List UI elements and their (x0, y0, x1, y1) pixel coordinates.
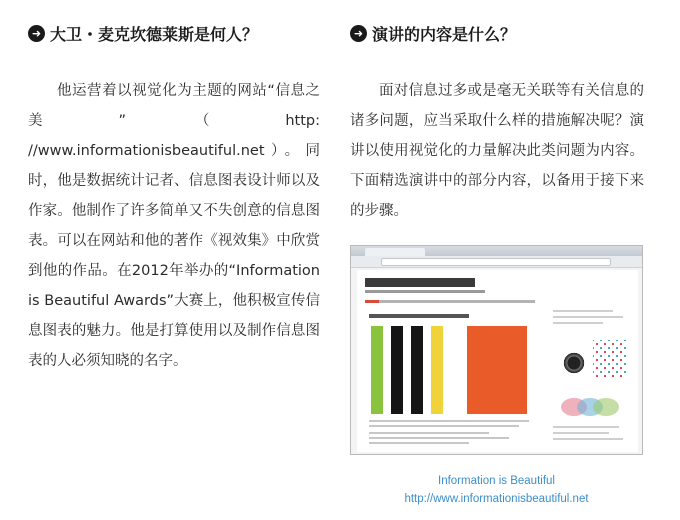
thumbnail-black-bar (391, 326, 403, 414)
left-body-paragraph: 他运营着以视觉化为主题的网站“信息之美”（http: //www.informationisbeautiful.net）。同时，他是数据统计记者、信息图表设计师以及作家。他制作了许多简单又不失创意的信息图表。可以在网站和他的著作《视效集》中欣赏到他的作品。在2012年举办的“Information is Beautiful Awards”大赛上，他积极宣传信息图表的魅力。他是打算使用以及制作信息图表的人必须知晓的名字。 (28, 83, 320, 369)
arrow-right-circle-icon: ➜ (28, 25, 45, 42)
thumbnail-yellow-bar (431, 326, 443, 414)
image-caption (350, 472, 643, 508)
website-screenshot-image (350, 245, 643, 455)
thumbnail-green-bar (371, 326, 383, 414)
thumbnail-sidebar (553, 310, 631, 450)
left-heading-text: 大卫・麦克坎德莱斯是何人？ (50, 25, 259, 44)
website-page-thumbnail (357, 270, 638, 452)
caption-url[interactable]: http://www.informationisbeautiful.net (404, 493, 589, 505)
left-heading (28, 22, 258, 45)
browser-address-bar (351, 256, 642, 268)
arrow-right-circle-icon: ➜ (350, 25, 367, 42)
right-heading-text: 演讲的内容是什么？ (372, 25, 517, 44)
browser-tab-bar (351, 246, 642, 256)
thumbnail-orange-block (467, 326, 527, 414)
thumbnail-black-bar (411, 326, 423, 414)
caption-title: Information is Beautiful (438, 475, 555, 487)
right-heading (350, 22, 516, 45)
right-body-paragraph: 面对信息过多或是毫无关联等有关信息的诸多问题，应当采取什么样的措施解决呢？演讲以使用视觉化的力量解决此类问题为内容。下面精选演讲中的部分内容，以备用于接下来的步骤。 (350, 83, 644, 219)
